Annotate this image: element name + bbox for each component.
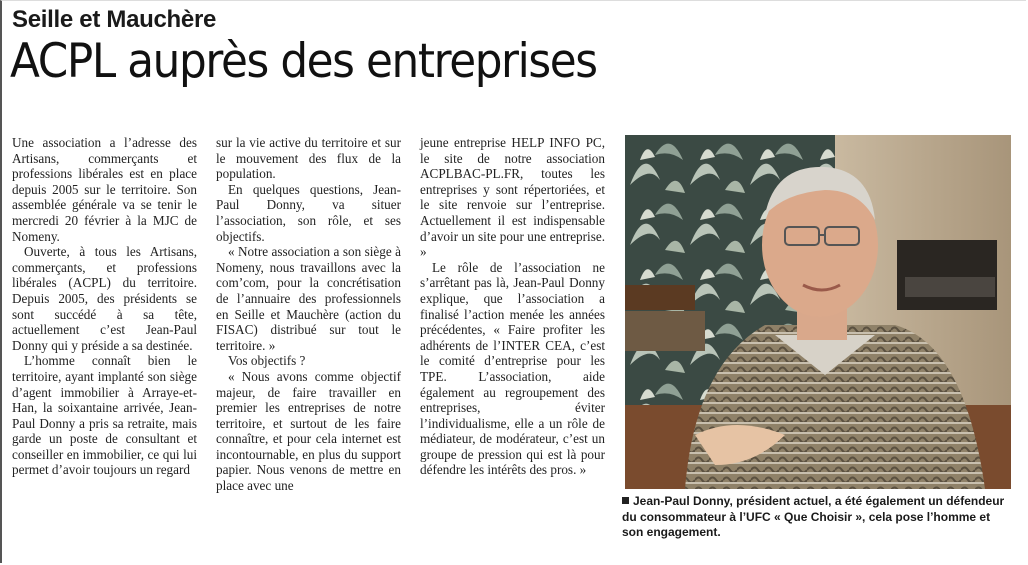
portrait-illustration bbox=[625, 135, 1011, 489]
article-headline: ACPL auprès des entreprises bbox=[10, 34, 597, 89]
portrait-photo bbox=[625, 135, 1011, 489]
paragraph: Ouverte, à tous les Artisans, commerçants, et professions libérales (ACPL) du territoire. Depuis 2005, des présidents se sont succédé à sa tête, actuellement c’est Jean-Paul Donny qui y préside a sa destinée. bbox=[12, 244, 197, 353]
paragraph: L’homme connaît bien le territoire, ayant implanté son siège d’agent immobilier à Arraye-et-Han, la soixantaine arrivée, Jean-Paul Donny a pris sa retraite, mais garde un poste de consultant et conseiller en immobilier, ce qui lui permet d’avoir toujours un regard bbox=[12, 353, 197, 478]
article-rubric: Seille et Mauchère bbox=[12, 6, 217, 33]
paragraph: « Notre association a son siège à Nomeny, nous travaillons avec la com’com, pour la concrétisation de l’annuaire des professionnels en Seille et Mauchère (action du FISAC) distribué sur tout le territoire. » bbox=[216, 244, 401, 353]
article-column-1 bbox=[12, 135, 197, 478]
caption-bullet-icon bbox=[622, 497, 629, 504]
paragraph: Une association a l’adresse des Artisans, commerçants et professions libérales est en place depuis 2005 sur le territoire. Son assemblée générale va se tenir le mercredi 20 février à la MJC de Nomeny. bbox=[12, 135, 197, 244]
question: Vos objectifs ? bbox=[228, 353, 306, 369]
paragraph: En quelques questions, Jean-Paul Donny, va situer l’association, son rôle, et ses objectifs. bbox=[216, 181, 401, 244]
paragraph: Le rôle de l’association ne s’arrêtant pas là, Jean-Paul Donny explique, que l’association a finalisé l’action menée les années précédentes, « Faire profiter les adhérents de l’INTER CEA, c’est le comité d’entreprise pour les TPE. L’association, aide également au regroupement des entreprises, éviter l’individualisme, elle a un rôle de médiateur, de modérateur, c’est un groupe de pression qui est là pour défendre les intérêts des pros. » bbox=[420, 259, 605, 478]
paragraph: sur la vie active du territoire et sur le mouvement des flux de la population. bbox=[216, 135, 401, 182]
article-column-3 bbox=[420, 135, 605, 478]
paragraph: « Nous avons comme objectif majeur, de faire travailler en premier les entreprises de notre territoire, et surtout de les faire connaître, et pour cela internet est incontournable, en plus du support papier. Nous venons de mettre en place avec une bbox=[216, 368, 401, 494]
photo-caption bbox=[622, 494, 1014, 541]
article-column-2 bbox=[216, 135, 401, 494]
caption-text: Jean-Paul Donny, président actuel, a été également un défendeur du consommateur à l’UFC « Que Choisir », cela pose l’homme et son engagement. bbox=[622, 494, 1005, 539]
paragraph: jeune entreprise HELP INFO PC, le site de notre association ACPLBAC-PL.FR, toutes les entreprises y sont répertoriées, et le site renvoie sur l’entreprise. Actuellement il est indispensable d’avoir un site pour une entreprise. » bbox=[420, 135, 605, 260]
